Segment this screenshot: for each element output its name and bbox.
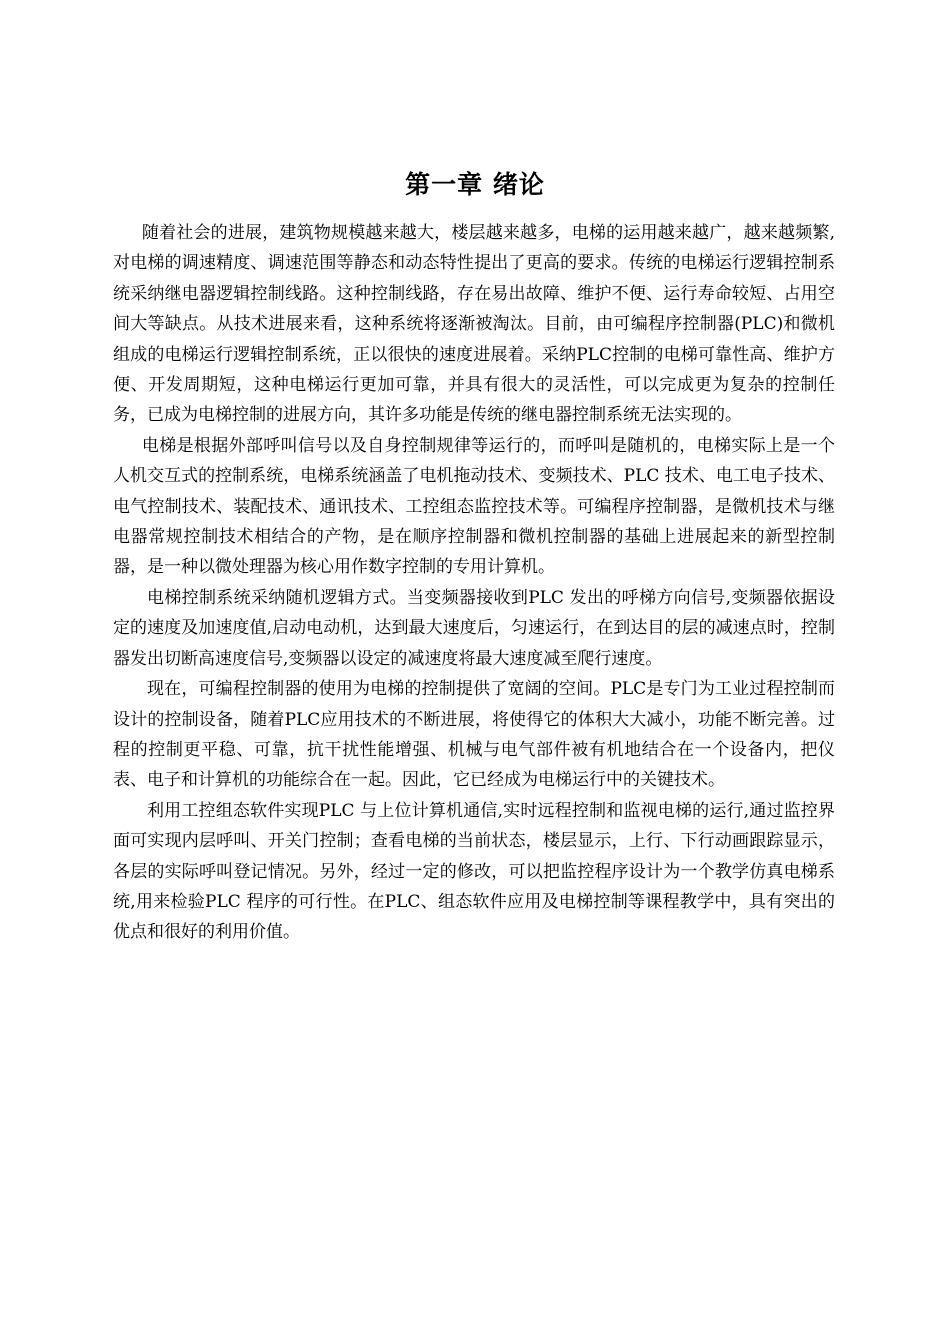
- paragraph-elevator-control-system: 电梯是根据外部呼叫信号以及自身控制规律等运行的，而呼叫是随机的，电梯实际上是一个人机交互式的控制系统，电梯系统涵盖了电机拖动技术、变频技术、PLC 技术、电工电子技术、电气控制技术、装配技术、通讯技术、工控组态监控技术等。可编程序控制器，是微机技术与继电器常规控制技术相结合的产物，是在顺序控制器和微机控制器的基础上进展起来的新型控制器，是一种以微处理器为核心用作数字控制的专用计算机。: [113, 435, 835, 578]
- paragraph-scada-monitoring: 利用工控组态软件实现PLC 与上位计算机通信,实时远程控制和监视电梯的运行,通过监控界面可实现内层呼叫、开关门控制；查看电梯的当前状态，楼层显示，上行、下行动画跟踪显示，各层的实际呼叫登记情况。另外，经过一定的修改，可以把监控程序设计为一个教学仿真电梯系统,用来检验PLC 程序的可行性。在PLC、组态软件应用及电梯控制等课程教学中，具有突出的优点和很好的利用价值。: [113, 800, 835, 943]
- body-text: [113, 218, 835, 948]
- chapter-title: 第一章 绪论: [405, 170, 545, 199]
- paragraph-plc-application: 现在，可编程控制器的使用为电梯的控制提供了宽阔的空间。PLC是专门为工业过程控制而设计的控制设备，随着PLC应用技术的不断进展，将使得它的体积大大减小，功能不断完善。过程的控制更平稳、可靠，抗干扰性能增强、机械与电气部件被有机地结合在一个设备内，把仪表、电子和计算机的功能综合在一起。因此，它已经成为电梯运行中的关键技术。: [113, 679, 835, 791]
- paragraph-random-logic-control: 电梯控制系统采纳随机逻辑方式。当变频器接收到PLC 发出的呼梯方向信号,变频器依据设定的速度及加速度值,启动电动机，达到最大速度后，匀速运行，在到达目的层的减速点时，控制器发出切断高速度信号,变频器以设定的减速度将最大速度减至爬行速度。: [113, 587, 835, 669]
- paragraph-intro-elevator-development: 随着社会的进展，建筑物规模越来越大，楼层越来越多，电梯的运用越来越广，越来越频繁,对电梯的调速精度、调速范围等静态和动态特性提出了更高的要求。传统的电梯运行逻辑控制系统采纳继电器逻辑控制线路。这种控制线路，存在易出故障、维护不便、运行寿命较短、占用空间大等缺点。从技术进展来看，这种系统将逐渐被淘汰。目前，由可编程序控制器(PLC)和微机组成的电梯运行逻辑控制系统，正以很快的速度进展着。采纳PLC控制的电梯可靠性高、维护方便、开发周期短，这种电梯运行更加可靠，并具有很大的灵活性，可以完成更为复杂的控制任务，已成为电梯控制的进展方向，其许多功能是传统的继电器控制系统无法实现的。: [113, 223, 835, 426]
